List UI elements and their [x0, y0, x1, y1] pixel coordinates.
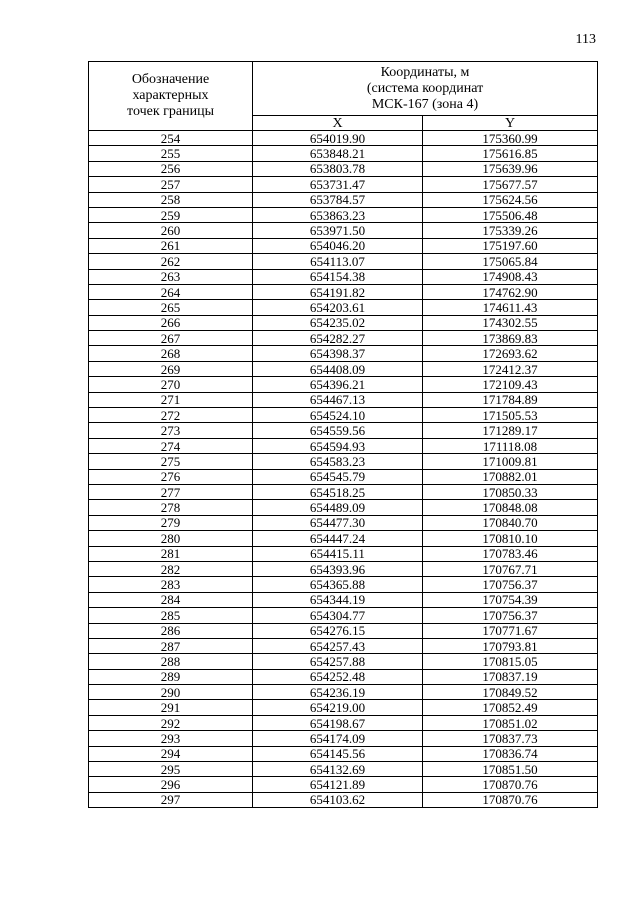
- table-row: [89, 454, 598, 469]
- y-cell: 172693.62: [423, 346, 598, 361]
- point-cell: 285: [89, 608, 253, 623]
- table-row: [89, 469, 598, 484]
- x-cell: 654396.21: [253, 377, 423, 392]
- table-row: [89, 361, 598, 376]
- y-cell: 170852.49: [423, 700, 598, 715]
- y-cell: 170882.01: [423, 469, 598, 484]
- x-cell: 654518.25: [253, 484, 423, 499]
- y-cell: 175616.85: [423, 146, 598, 161]
- table-row: [89, 746, 598, 761]
- table-row: [89, 515, 598, 530]
- x-cell: 654583.23: [253, 454, 423, 469]
- point-cell: 263: [89, 269, 253, 284]
- x-cell: 654365.88: [253, 577, 423, 592]
- x-cell: 654191.82: [253, 284, 423, 299]
- point-cell: 264: [89, 284, 253, 299]
- x-cell: 654203.61: [253, 300, 423, 315]
- table-row: [89, 700, 598, 715]
- point-cell: 291: [89, 700, 253, 715]
- x-cell: 654198.67: [253, 715, 423, 730]
- y-cell: 172412.37: [423, 361, 598, 376]
- y-cell: 170783.46: [423, 546, 598, 561]
- table-row: [89, 608, 598, 623]
- point-cell: 262: [89, 254, 253, 269]
- y-cell: 174611.43: [423, 300, 598, 315]
- point-cell: 276: [89, 469, 253, 484]
- table-row: [89, 223, 598, 238]
- point-cell: 289: [89, 669, 253, 684]
- point-header-line: характерных: [132, 88, 209, 103]
- point-cell: 259: [89, 207, 253, 222]
- coordinates-table: [88, 61, 598, 808]
- x-cell: 654489.09: [253, 500, 423, 515]
- point-cell: 281: [89, 546, 253, 561]
- point-cell: 258: [89, 192, 253, 207]
- y-cell: 170815.05: [423, 654, 598, 669]
- table-row: [89, 131, 598, 146]
- x-cell: 654398.37: [253, 346, 423, 361]
- y-cell: 175639.96: [423, 161, 598, 176]
- x-cell: 653731.47: [253, 177, 423, 192]
- point-header-line: Обозначение: [131, 72, 210, 87]
- y-cell: 175506.48: [423, 207, 598, 222]
- table-row: [89, 715, 598, 730]
- y-cell: 170851.50: [423, 762, 598, 777]
- point-cell: 269: [89, 361, 253, 376]
- x-header: X: [253, 116, 423, 131]
- x-cell: 654174.09: [253, 731, 423, 746]
- table-row: [89, 392, 598, 407]
- table-row: [89, 577, 598, 592]
- x-cell: 654235.02: [253, 315, 423, 330]
- table-row: [89, 331, 598, 346]
- x-cell: 654393.96: [253, 561, 423, 576]
- point-cell: 260: [89, 223, 253, 238]
- y-cell: 171009.81: [423, 454, 598, 469]
- y-cell: 170870.76: [423, 777, 598, 792]
- point-cell: 268: [89, 346, 253, 361]
- point-cell: 257: [89, 177, 253, 192]
- table-row: [89, 423, 598, 438]
- point-cell: 270: [89, 377, 253, 392]
- x-cell: 654545.79: [253, 469, 423, 484]
- header-row: [89, 62, 598, 116]
- y-cell: 170840.70: [423, 515, 598, 530]
- y-cell: 175360.99: [423, 131, 598, 146]
- y-cell: 170771.67: [423, 623, 598, 638]
- table-row: [89, 638, 598, 653]
- point-cell: 271: [89, 392, 253, 407]
- table-row: [89, 315, 598, 330]
- y-cell: 170851.02: [423, 715, 598, 730]
- table-row: [89, 792, 598, 807]
- table-row: [89, 346, 598, 361]
- table-row: [89, 438, 598, 453]
- y-cell: 170836.74: [423, 746, 598, 761]
- point-cell: 292: [89, 715, 253, 730]
- table-row: [89, 161, 598, 176]
- y-cell: 172109.43: [423, 377, 598, 392]
- point-cell: 297: [89, 792, 253, 807]
- y-cell: 170837.19: [423, 669, 598, 684]
- x-cell: 654559.56: [253, 423, 423, 438]
- point-cell: 296: [89, 777, 253, 792]
- point-cell: 261: [89, 238, 253, 253]
- x-cell: 654344.19: [253, 592, 423, 607]
- point-cell: 278: [89, 500, 253, 515]
- x-cell: 654219.00: [253, 700, 423, 715]
- y-cell: 170756.37: [423, 608, 598, 623]
- table-row: [89, 192, 598, 207]
- table-row: [89, 377, 598, 392]
- table-row: [89, 592, 598, 607]
- point-header-line: точек границы: [127, 104, 214, 119]
- x-cell: 654145.56: [253, 746, 423, 761]
- x-cell: 654467.13: [253, 392, 423, 407]
- x-cell: 654019.90: [253, 131, 423, 146]
- point-cell: 275: [89, 454, 253, 469]
- y-cell: 170849.52: [423, 685, 598, 700]
- point-cell: 294: [89, 746, 253, 761]
- y-cell: 170850.33: [423, 484, 598, 499]
- point-cell: 287: [89, 638, 253, 653]
- x-cell: 653803.78: [253, 161, 423, 176]
- y-cell: 174302.55: [423, 315, 598, 330]
- table-row: [89, 669, 598, 684]
- x-cell: 654236.19: [253, 685, 423, 700]
- x-cell: 654113.07: [253, 254, 423, 269]
- point-cell: 295: [89, 762, 253, 777]
- x-cell: 654524.10: [253, 408, 423, 423]
- page-number: 113: [575, 32, 596, 47]
- table-row: [89, 408, 598, 423]
- table-row: [89, 623, 598, 638]
- x-cell: 654304.77: [253, 608, 423, 623]
- point-cell: 256: [89, 161, 253, 176]
- point-cell: 272: [89, 408, 253, 423]
- table-row: [89, 531, 598, 546]
- point-cell: 280: [89, 531, 253, 546]
- x-cell: 654257.88: [253, 654, 423, 669]
- point-cell: 288: [89, 654, 253, 669]
- point-cell: 267: [89, 331, 253, 346]
- x-cell: 654103.62: [253, 792, 423, 807]
- y-cell: 170837.73: [423, 731, 598, 746]
- point-cell: 265: [89, 300, 253, 315]
- point-cell: 290: [89, 685, 253, 700]
- table-row: [89, 146, 598, 161]
- y-cell: 170754.39: [423, 592, 598, 607]
- point-cell: 266: [89, 315, 253, 330]
- y-cell: 173869.83: [423, 331, 598, 346]
- point-cell: 274: [89, 438, 253, 453]
- y-cell: 171289.17: [423, 423, 598, 438]
- table-row: [89, 777, 598, 792]
- y-cell: 170793.81: [423, 638, 598, 653]
- y-header: Y: [423, 116, 598, 131]
- x-cell: 654408.09: [253, 361, 423, 376]
- y-cell: 170810.10: [423, 531, 598, 546]
- y-cell: 175197.60: [423, 238, 598, 253]
- y-cell: 171784.89: [423, 392, 598, 407]
- point-designation-header: [89, 62, 253, 131]
- x-cell: 654121.89: [253, 777, 423, 792]
- table-row: [89, 284, 598, 299]
- x-cell: 654447.24: [253, 531, 423, 546]
- y-cell: 170848.08: [423, 500, 598, 515]
- y-cell: 174762.90: [423, 284, 598, 299]
- x-cell: 654276.15: [253, 623, 423, 638]
- point-cell: 277: [89, 484, 253, 499]
- y-cell: 170756.37: [423, 577, 598, 592]
- table-row: [89, 254, 598, 269]
- y-cell: 170870.76: [423, 792, 598, 807]
- table-row: [89, 300, 598, 315]
- coordinates-header: [253, 62, 598, 116]
- table-row: [89, 484, 598, 499]
- x-cell: 654282.27: [253, 331, 423, 346]
- point-cell: 284: [89, 592, 253, 607]
- table-row: [89, 177, 598, 192]
- table-row: [89, 762, 598, 777]
- coords-header-line: (система координат: [366, 80, 484, 96]
- coords-header-line: Координаты, м: [380, 64, 470, 80]
- point-cell: 282: [89, 561, 253, 576]
- point-cell: 255: [89, 146, 253, 161]
- table-row: [89, 546, 598, 561]
- y-cell: 175065.84: [423, 254, 598, 269]
- table-row: [89, 731, 598, 746]
- table-body: [89, 131, 598, 808]
- point-cell: 293: [89, 731, 253, 746]
- x-cell: 654594.93: [253, 438, 423, 453]
- x-cell: 653863.23: [253, 207, 423, 222]
- y-cell: 175624.56: [423, 192, 598, 207]
- table-row: [89, 654, 598, 669]
- y-cell: 171118.08: [423, 438, 598, 453]
- table-row: [89, 207, 598, 222]
- x-cell: 654477.30: [253, 515, 423, 530]
- x-cell: 653848.21: [253, 146, 423, 161]
- y-cell: 175339.26: [423, 223, 598, 238]
- y-cell: 170767.71: [423, 561, 598, 576]
- x-cell: 654046.20: [253, 238, 423, 253]
- y-cell: 175677.57: [423, 177, 598, 192]
- x-cell: 654132.69: [253, 762, 423, 777]
- table-row: [89, 561, 598, 576]
- point-cell: 254: [89, 131, 253, 146]
- point-cell: 286: [89, 623, 253, 638]
- coords-header-line: МСК-167 (зона 4): [371, 96, 479, 112]
- x-cell: 654415.11: [253, 546, 423, 561]
- table-row: [89, 238, 598, 253]
- y-cell: 174908.43: [423, 269, 598, 284]
- x-cell: 654154.38: [253, 269, 423, 284]
- x-cell: 653971.50: [253, 223, 423, 238]
- x-cell: 653784.57: [253, 192, 423, 207]
- point-cell: 283: [89, 577, 253, 592]
- table-row: [89, 269, 598, 284]
- x-cell: 654257.43: [253, 638, 423, 653]
- y-cell: 171505.53: [423, 408, 598, 423]
- table-row: [89, 685, 598, 700]
- point-cell: 279: [89, 515, 253, 530]
- point-cell: 273: [89, 423, 253, 438]
- table-row: [89, 500, 598, 515]
- x-cell: 654252.48: [253, 669, 423, 684]
